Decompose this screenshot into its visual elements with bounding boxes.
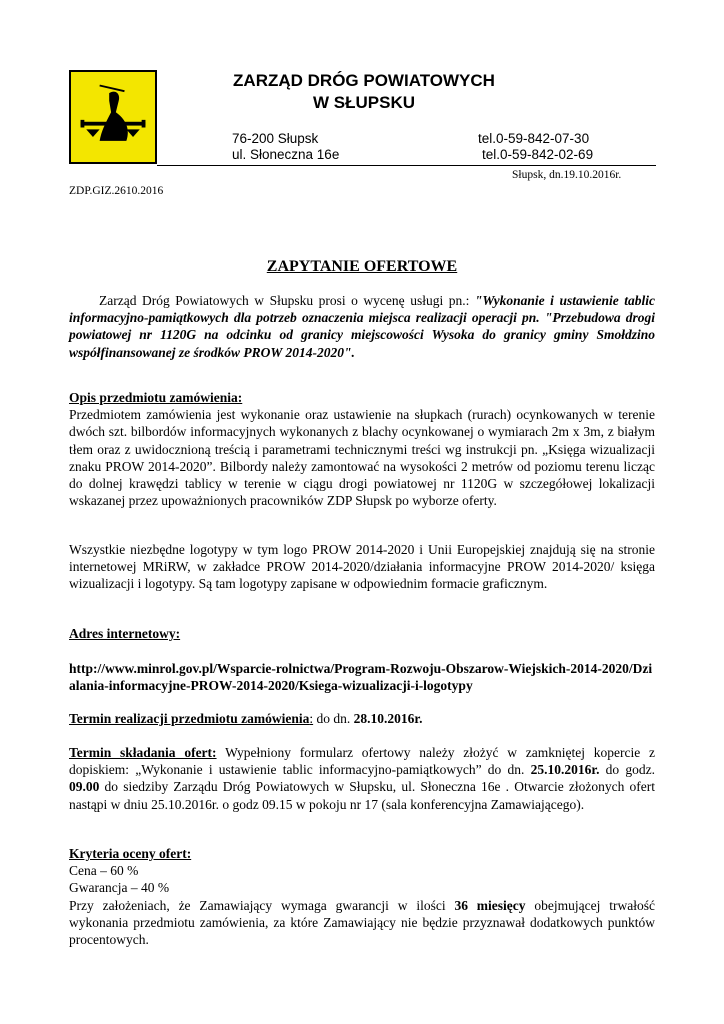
submission-date: 25.10.2016r. xyxy=(530,762,600,778)
criteria-section xyxy=(69,845,655,948)
description-text: Przedmiotem zamówienia jest wykonanie oraz ustawienie na słupkach (rurach) ocynkowanych w terenie dwóch szt. bilbordów informacyjnych wykonanych z blachy ocynkowanej o wymiarach 2m x 3m, z białym tłem oraz z uwidocznioną treścią i parametrami technicznymi treści wg instrukcji pn. „Księga wizualizacji znaku PROW 2014-2020”. Bilbordy należy zamontować na wysokości 2 metrów od poziomu terenu licząc do dolnej krawędzi tablicy w terenie w ciągu drogi powiatowej nr 1120G w szczegółowej lokalizacji wskazanej przez upoważnionych pracowników ZDP Słupsk po wyborze oferty. xyxy=(69,407,655,509)
deadline-colon: : xyxy=(309,711,314,726)
service-name: "Wykonanie i ustawienie tablic informacyjno-pamiątkowych dla potrzeb oznaczenia miejsca realizacji operacji pn. "Przebudowa drogi powiatowej nr 1120G na odcinku od granicy miejscowości Wysoka do granicy gminy Smołdzino współfinansowanej ze środków PROW 2014-2020". xyxy=(69,293,655,360)
description-section xyxy=(69,389,655,509)
submission-text-3: do siedziby Zarządu Dróg Powiatowych w Słupsku, ul. Słoneczna 16e . Otwarcie złożonych ofert nastąpi w dniu 25.10.2016r. o godz 09.15 w pokoju nr 17 (sala konferencyjna Zamawiającego). xyxy=(69,779,655,812)
address-heading: Adres internetowy: xyxy=(69,626,181,641)
road-emblem-icon xyxy=(71,72,155,162)
phone-2: tel.0-59-842-02-69 xyxy=(482,147,594,162)
address-heading-section xyxy=(69,625,655,642)
phone-1: tel.0-59-842-07-30 xyxy=(478,131,590,146)
logos-text: Wszystkie niezbędne logotypy w tym logo PROW 2014-2020 i Unii Europejskiej znajdują się na stronie internetowej MRiRW, w zakładce PROW 2014-2020/działania informacyjne PROW 2014-2020/ księga wizualizacji i logotypy. Są tam logotypy zapisane w odpowiednim formacie graficznym. xyxy=(69,542,655,592)
street-address: ul. Słoneczna 16e xyxy=(232,147,340,162)
header-divider xyxy=(157,165,656,166)
address-section xyxy=(69,660,655,694)
intro-paragraph xyxy=(69,292,655,361)
intro-lead: Zarząd Dróg Powiatowych w Słupsku prosi o wycenę usługi pn.: xyxy=(99,293,475,308)
submission-section xyxy=(69,744,655,813)
postal-city: 76-200 Słupsk xyxy=(232,131,319,146)
submission-hour: 09.00 xyxy=(69,779,100,795)
submission-text-1: Wypełniony formularz ofertowy należy złożyć w zamkniętej kopercie z dopiskiem: „Wykonanie i ustawienie tablic informacyjno-pamiątkowych” do dn. xyxy=(69,745,655,778)
logos-paragraph xyxy=(69,541,655,593)
criteria-heading: Kryteria oceny ofert: xyxy=(69,846,192,861)
submission-heading: Termin składania ofert: xyxy=(69,745,217,760)
warranty-text-1: Przy założeniach, że Zamawiający wymaga gwarancji w ilości xyxy=(69,897,455,913)
deadline-text: do dn. xyxy=(313,711,354,726)
warranty-text-2: obejmującej trwałość wykonania przedmiotu zamówienia, za które Zamawiający nie będzie przyznawał dodatkowych punktów procentowych. xyxy=(69,897,655,948)
criteria-warranty: Gwarancja – 40 % xyxy=(69,880,170,896)
reference-number: ZDP.GIZ.2610.2016 xyxy=(69,185,164,197)
description-heading: Opis przedmiotu zamówienia: xyxy=(69,390,243,405)
criteria-price: Cena – 60 % xyxy=(69,863,139,879)
submission-text-2: do godz. xyxy=(599,762,655,778)
place-and-date: Słupsk, dn.19.10.2016r. xyxy=(512,169,622,181)
organization-name-line2: W SŁUPSKU xyxy=(313,93,415,112)
deadline-date: 28.10.2016r. xyxy=(353,711,423,726)
document-title: ZAPYTANIE OFERTOWE xyxy=(266,258,458,275)
deadline-section xyxy=(69,710,655,727)
deadline-heading: Termin realizacji przedmiotu zamówienia xyxy=(69,711,310,726)
warranty-months: 36 miesięcy xyxy=(454,897,526,913)
organization-name xyxy=(232,70,496,114)
organization-logo xyxy=(69,70,157,164)
website-link[interactable]: http://www.minrol.gov.pl/Wsparcie-rolnictwa/Program-Rozwoju-Obszarow-Wiejskich-2014-2020/Dzialania-informacyjne-PROW-2014-2020/Ksiega-wizualizacji-i-logotypy xyxy=(69,661,653,694)
organization-name-line1: ZARZĄD DRÓG POWIATOWYCH xyxy=(233,71,495,90)
